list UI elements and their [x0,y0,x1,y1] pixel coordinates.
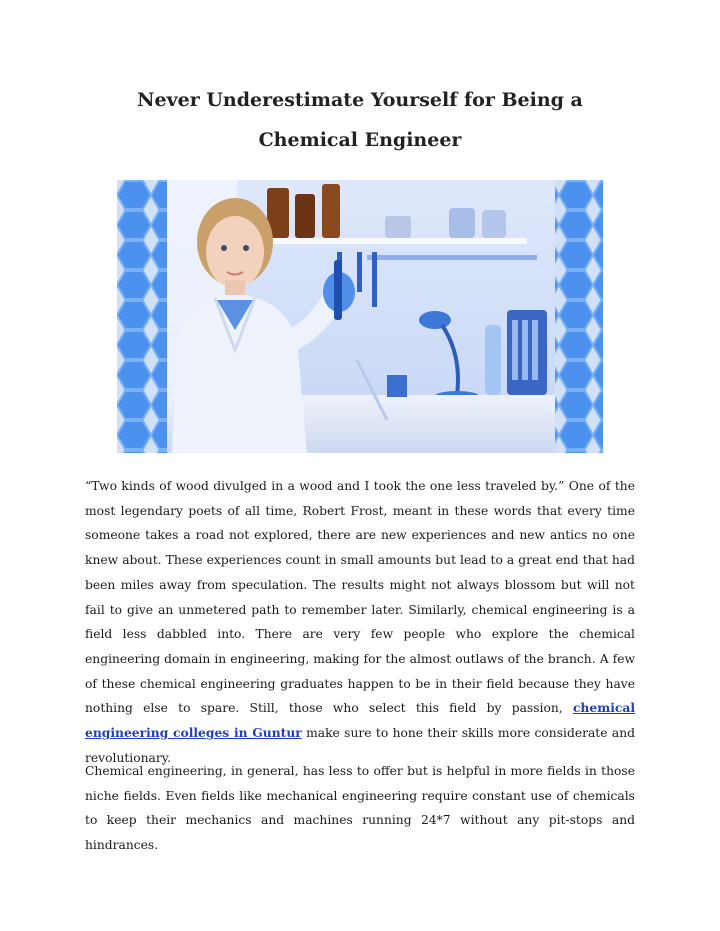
paragraph-1-text: “Two kinds of wood divulged in a wood and I took the one less traveled by.” One of the most legendary poets of all time, Robert Frost, meant in these words that every time someone takes a road not explored, there are new experiences and new antics no one knew about. These experiences count in small amounts but lead to a great end that had been miles away from speculation. The results might not always blossom but will not fail to give an unmetered path to remember later. Similarly, chemical engineering is a field less dabbled into. There are very few people who explore the chemical engineering domain in engineering, making for the almost outlaws of the branch. A few of these chemical engineering graduates happen to be in their field because they have nothing else to spare. Still, those who select this field by passion, [85,479,635,716]
document-title-line-1: Never Underestimate Yourself for Being a [137,89,583,111]
paragraph-1 [85,474,635,770]
paragraph-1-text-end: make sure to hone their skills more considerate and revolutionary. [85,726,635,765]
paragraph-2: Chemical engineering, in general, has less to offer but is helpful in more fields in those niche fields. Even fields like mechanical engineering require constant use of chemicals to keep their mechanics and machines running 24*7 without any pit-stops and hindrances. [85,764,635,853]
lab-photo [117,180,603,453]
document-title-line-2: Chemical Engineer [258,129,462,151]
colleges-guntur-link[interactable]: chemical engineering colleges in Guntur [85,700,635,741]
